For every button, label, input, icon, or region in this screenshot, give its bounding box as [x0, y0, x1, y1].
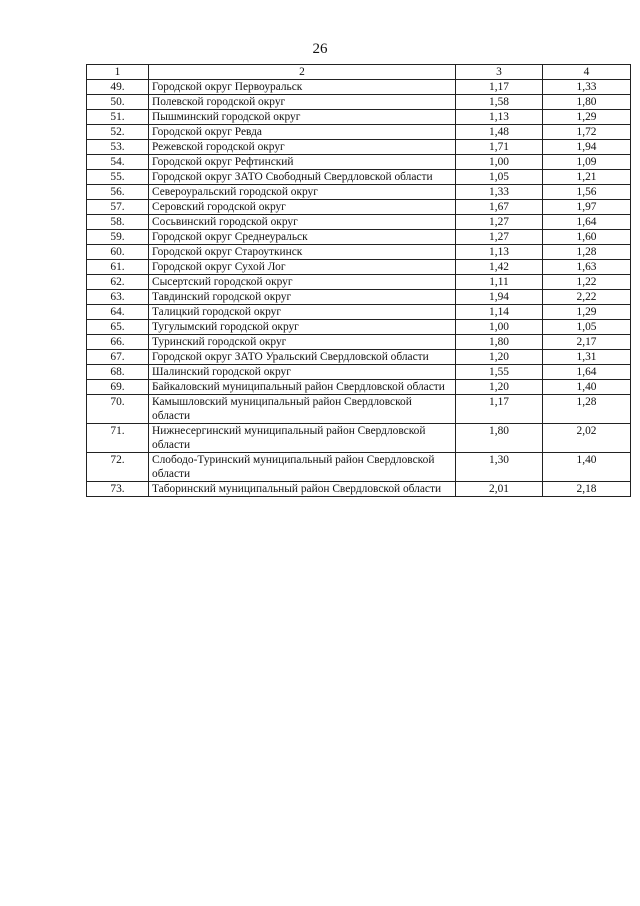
value-col3: 1,30 — [456, 453, 543, 482]
municipality-name: Серовский городской округ — [149, 200, 456, 215]
table-row — [87, 95, 631, 110]
municipality-name: Шалинский городской округ — [149, 365, 456, 380]
table-row — [87, 230, 631, 245]
municipality-name: Тавдинский городской округ — [149, 290, 456, 305]
table-row — [87, 110, 631, 125]
value-col4: 2,18 — [543, 482, 631, 497]
row-number: 59. — [87, 230, 149, 245]
value-col3: 1,00 — [456, 155, 543, 170]
value-col4: 1,72 — [543, 125, 631, 140]
value-col4: 1,97 — [543, 200, 631, 215]
value-col3: 1,67 — [456, 200, 543, 215]
municipality-name: Пышминский городской округ — [149, 110, 456, 125]
page-number: 26 — [312, 41, 328, 57]
value-col4: 2,22 — [543, 290, 631, 305]
row-number: 73. — [87, 482, 149, 497]
value-col3: 1,20 — [456, 380, 543, 395]
row-number: 58. — [87, 215, 149, 230]
value-col4: 1,64 — [543, 215, 631, 230]
municipality-name: Полевской городской округ — [149, 95, 456, 110]
municipality-name: Слободо-Туринский муниципальный район Свердловской области — [149, 453, 456, 482]
municipality-name: Городской округ Среднеуральск — [149, 230, 456, 245]
table-row — [87, 155, 631, 170]
value-col3: 1,17 — [456, 395, 543, 424]
row-number: 53. — [87, 140, 149, 155]
table-row — [87, 365, 631, 380]
municipality-name: Городской округ Первоуральск — [149, 80, 456, 95]
table-row — [87, 320, 631, 335]
municipality-name: Городской округ ЗАТО Уральский Свердловской области — [149, 350, 456, 365]
value-col4: 1,64 — [543, 365, 631, 380]
row-number: 69. — [87, 380, 149, 395]
row-number: 62. — [87, 275, 149, 290]
row-number: 72. — [87, 453, 149, 482]
value-col4: 1,60 — [543, 230, 631, 245]
table-header-row — [87, 65, 631, 80]
value-col4: 1,29 — [543, 305, 631, 320]
value-col3: 1,42 — [456, 260, 543, 275]
value-col3: 1,71 — [456, 140, 543, 155]
row-number: 54. — [87, 155, 149, 170]
value-col4: 1,28 — [543, 395, 631, 424]
value-col3: 1,27 — [456, 215, 543, 230]
value-col3: 1,55 — [456, 365, 543, 380]
value-col4: 1,22 — [543, 275, 631, 290]
row-number: 55. — [87, 170, 149, 185]
municipality-name: Североуральский городской округ — [149, 185, 456, 200]
header-cell-4: 4 — [543, 65, 631, 80]
table-row — [87, 140, 631, 155]
value-col3: 1,17 — [456, 80, 543, 95]
row-number: 63. — [87, 290, 149, 305]
value-col4: 1,63 — [543, 260, 631, 275]
row-number: 68. — [87, 365, 149, 380]
row-number: 70. — [87, 395, 149, 424]
municipality-name: Таборинский муниципальный район Свердловской области — [149, 482, 456, 497]
row-number: 71. — [87, 424, 149, 453]
municipality-name: Режевской городской округ — [149, 140, 456, 155]
value-col4: 2,17 — [543, 335, 631, 350]
table-row — [87, 424, 631, 453]
value-col3: 1,13 — [456, 110, 543, 125]
row-number: 50. — [87, 95, 149, 110]
row-number: 49. — [87, 80, 149, 95]
data-table — [86, 64, 631, 497]
value-col3: 1,58 — [456, 95, 543, 110]
table-row — [87, 275, 631, 290]
table-row — [87, 350, 631, 365]
value-col4: 1,21 — [543, 170, 631, 185]
row-number: 60. — [87, 245, 149, 260]
value-col3: 1,33 — [456, 185, 543, 200]
value-col4: 1,33 — [543, 80, 631, 95]
municipality-name: Городской округ Сухой Лог — [149, 260, 456, 275]
value-col4: 1,80 — [543, 95, 631, 110]
table-row — [87, 335, 631, 350]
value-col4: 1,29 — [543, 110, 631, 125]
municipality-name: Городской округ Староуткинск — [149, 245, 456, 260]
value-col3: 1,05 — [456, 170, 543, 185]
row-number: 67. — [87, 350, 149, 365]
row-number: 66. — [87, 335, 149, 350]
table-row — [87, 305, 631, 320]
value-col3: 1,13 — [456, 245, 543, 260]
municipality-name: Сысертский городской округ — [149, 275, 456, 290]
value-col3: 1,00 — [456, 320, 543, 335]
table-row — [87, 125, 631, 140]
value-col3: 1,27 — [456, 230, 543, 245]
table-row — [87, 200, 631, 215]
table-row — [87, 170, 631, 185]
municipality-name: Городской округ ЗАТО Свободный Свердловской области — [149, 170, 456, 185]
value-col3: 1,20 — [456, 350, 543, 365]
value-col4: 1,94 — [543, 140, 631, 155]
value-col3: 1,80 — [456, 424, 543, 453]
row-number: 51. — [87, 110, 149, 125]
value-col4: 1,40 — [543, 453, 631, 482]
value-col3: 1,14 — [456, 305, 543, 320]
table-row — [87, 215, 631, 230]
table-row — [87, 260, 631, 275]
municipality-name: Камышловский муниципальный район Свердловской области — [149, 395, 456, 424]
table-row — [87, 290, 631, 305]
table-row — [87, 80, 631, 95]
value-col3: 1,80 — [456, 335, 543, 350]
value-col4: 1,05 — [543, 320, 631, 335]
value-col4: 1,56 — [543, 185, 631, 200]
municipality-name: Городской округ Ревда — [149, 125, 456, 140]
municipality-name: Байкаловский муниципальный район Свердловской области — [149, 380, 456, 395]
value-col4: 1,09 — [543, 155, 631, 170]
table-row — [87, 395, 631, 424]
value-col4: 1,28 — [543, 245, 631, 260]
municipality-name: Сосьвинский городской округ — [149, 215, 456, 230]
municipality-name: Городской округ Рефтинский — [149, 155, 456, 170]
row-number: 61. — [87, 260, 149, 275]
table-row — [87, 380, 631, 395]
value-col4: 1,40 — [543, 380, 631, 395]
value-col4: 2,02 — [543, 424, 631, 453]
header-cell-2: 2 — [149, 65, 456, 80]
header-cell-1: 1 — [87, 65, 149, 80]
municipality-name: Талицкий городской округ — [149, 305, 456, 320]
municipality-name: Тугулымский городской округ — [149, 320, 456, 335]
value-col4: 1,31 — [543, 350, 631, 365]
municipality-name: Нижнесергинский муниципальный район Свердловской области — [149, 424, 456, 453]
row-number: 52. — [87, 125, 149, 140]
table-row — [87, 185, 631, 200]
header-cell-3: 3 — [456, 65, 543, 80]
row-number: 65. — [87, 320, 149, 335]
value-col3: 1,11 — [456, 275, 543, 290]
municipality-name: Туринский городской округ — [149, 335, 456, 350]
table-row — [87, 482, 631, 497]
row-number: 56. — [87, 185, 149, 200]
value-col3: 1,94 — [456, 290, 543, 305]
value-col3: 2,01 — [456, 482, 543, 497]
value-col3: 1,48 — [456, 125, 543, 140]
row-number: 57. — [87, 200, 149, 215]
table-body — [87, 65, 631, 497]
table-row — [87, 453, 631, 482]
row-number: 64. — [87, 305, 149, 320]
table-row — [87, 245, 631, 260]
